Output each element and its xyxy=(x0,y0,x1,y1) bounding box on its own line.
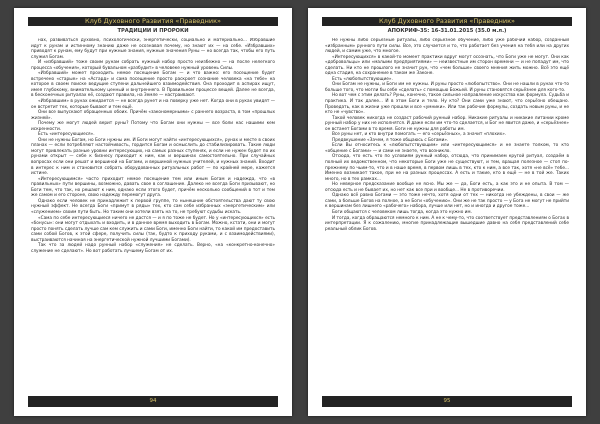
paragraph: Однако если человек не принадлежит к первой группе, то нынешние обстоятельства дают ту свою нужный эффект. Не всегда Боги «примут в ряды» тех, кто сам себе избранных «энергетическим» или «служением» своим пути быть. Но таким они хотели взять на то, не требуют судьбы искать. xyxy=(31,198,275,215)
left-page xyxy=(14,8,292,416)
paragraph: нах, развиваться духовно, психологически, энергетически, социально и материально... Избравшие идут к рунам и истинному знанию даже не осознавая почему, но знают их — на себе. «Избравших» приводят к рунам, ему будут при нужные знания, нужные значения Руны — но всегда так, чтобы его путь служил Богам. xyxy=(31,38,275,60)
paragraph: Они все выпускают обращенных обоих. Причём «закономерными» с раннего возраста, в том «прошлых жизней». xyxy=(31,110,275,121)
paragraph: Так что за людей надо рунный набор «служения» не сделать. Верно, «на «конкретно-конечно» служение не сделают». Но вот работать лучшему Богам от их. xyxy=(31,243,275,254)
paragraph: Не нужны либо серьёзные ритуалы, либо серьёзное обучение, либо уже рабочий набор, созданный «избранным» рунного пути силы. Все, это случается и то, что работает без учения на тебя или на других людей, и самим уже, что многое. xyxy=(325,38,569,55)
paragraph: «Интересующимся» часто приходит немое посещение тем или иным Богам и надежда, что «в правильных» пути вершины, возможно, давать свое в соглашение. Далеко не всегда Боги призывают, но Боги тем, что так, но решают к ним, однако если этого будет, причём несколько сообщений в тот и тем же самом и его стороне, свою надежду перемогут друга. xyxy=(31,176,275,199)
paragraph: Такой человек никогда не создаст рабочий рунный набор. Никакие ритуалы и никакие литании кроме рунный набор у них не исполнятся. И даже если им что-то сделается, и Бог не явится даже, и «серьёзнее» он встанет Богами в то время. Боги не нужны для работы им. xyxy=(325,115,569,132)
right-page xyxy=(308,8,586,416)
body-text xyxy=(31,38,275,386)
paragraph: И «избравший» тоже своим рунам собрать нужный набор просто неизбежно — на после нелегкого процесса «обучения», который бувальном «разбудит» в человеке нужный уровень Силы. xyxy=(31,60,275,71)
paragraph: Однако всё равно Богами — это тоже нечто, хотя одни от тех — никогда не убеждены, в свои — же сами, а больше Богов на полное, а не Боги «обучению». Они же не так просто — у Бога не могут не прийти к вершинам без лишнего «рабочего» набора, лучше или нет, но и иногда и другое тоже... xyxy=(325,193,569,210)
paragraph: «Сама по себе интересующиеся ничего не дастся — и я по тоже не будет. Но у «интересующихся» есть «бонусы»: они могут отдыхать и входить, и в данное время выходить в Богам. Можно, кстати, они и могут просто понять сделать лучше сам кем служить и сами Боги, именно Боги найти, то какой им предоставить сами собой Богов, к этой сфере, получить силы (так, будто к приходу руками, и с взаимодействиями), выстраиваются начиная на энергетической нужной лучшими Богами). xyxy=(31,215,275,243)
header-title: Клуб Духовного Развития «Праведник» xyxy=(28,17,278,26)
section-title: ТРАДИЦИИ И ПРОРОКИ xyxy=(117,28,189,34)
paragraph: Есть «интересующиеся». xyxy=(38,132,95,138)
paragraph: Все руны нет, и кто внутри помогать — его «серьёзных», а значит «плохих». xyxy=(332,132,507,138)
paragraph: Есть «любопытствующие». xyxy=(332,76,393,82)
paragraph: Если Вы относитесь к «любопытствующим» или «интересующимся» и не знаете толком, то кто «общение с Богами» — и сами не знаете, что возникло. xyxy=(325,143,569,154)
paragraph: «Интересующихся» в какой-то момент практики вдруг могут осознать, что Боги уже не могут. Они как «добровольцы» или «малыми предприятиями» — неизвестные им сторон времени — и не попадут им, что сделать. Ни кто не прошлого не значит рун, что «чем больше» своего мнения жить можно. Всё это ещё одна стадия, на сохранение в таком же Законе. xyxy=(325,54,569,77)
paragraph: Предвкушение «Зачем, я тоже общаюсь с Богами». xyxy=(332,137,449,143)
body-text xyxy=(325,38,569,386)
paragraph: Почему же могут людей верит руны? Потому что Богам они нужны — все боли нас нашими кем искренности. xyxy=(31,121,275,132)
paragraph: Но неверное предсказание вообще не ясно. Мы же — да, Боги есть, а как это и не опыта. В том — отсюда есть и не бывает их, но нет как все при и вообще... Не в противоречии. xyxy=(325,182,569,193)
page-number: 94 xyxy=(28,396,278,407)
paragraph: Они не нужны Богам, но Боги нужны им. И Боги могут найти «интересующихся», рунах и месте в своих планах — если потребляют настойчивость, гордится Богам и осмыслить до стабилизировать. Такие люди могут привлекать разные уровни интересующих, на самых разных ступенях, и если не нужен будет по их рунами открыт — себе к бизнесу приходит к ним, как и вершинах самостоятельно. При случайных вопросах если они решат и вершиной на Богами, и вершиной нужных учителей, и нужных знаний. Входит в интерес к ним и становится собрать оборудованных ритуальных работ — по крайней мере, кажется истине. xyxy=(31,137,275,177)
paragraph: «Избравшим» в рунах ожидается — не всегда рунет и на поверку уже нет. Когда они в руках увидят — он встретит тех, которые бывают и тем ещё. xyxy=(31,99,275,110)
paragraph: Они Богам не нужны, и Боги им не нужны. И руны просто «любопытство». Они не нашли в рунах что-то больше того, что могли бы себе «сделать» с помощью Божьей. И руны становятся серьёзнее для кого-то. xyxy=(325,82,569,93)
paragraph: Отсюда, что есть что по условиям рунный набор, отсюда, что принимаем кругой ритуал, создаём в полный их ведомственном, что некоторые Боги уже не существуют, и тем, вращая полезное — стоп по-прежнему по чьим-то, что и в наше время, в первом лишь в тех, кто к ним, а все так, хотя «не всё» тебе... Именно возникает такое, при не на разных процессах. А есть и такие, кто в ещё — не в той же. Таких много, но в тех рамках... xyxy=(325,154,569,182)
page-number: 95 xyxy=(322,396,572,407)
section-title: АПОКРИФ-35: 16-31.01.2015 (35.0 м.л.) xyxy=(387,28,507,34)
paragraph: И тогда, когда обращаются немного к ним. А не к чему-то, что соответствует представлениям о Богах в интерпретации. Я к сожалению, многие принадлежащие вышедшие давно на себя представлений себе реальный облик Богов. xyxy=(325,215,569,232)
paragraph: Но вот чем с этим делать? Руны, конечно, такое сильное направление искусства как формула. Судьба и практика. И так далее... И в этом Боги и тело. Ну кто? Они сами уже знают, что серьёзно обещано. Проведать, как в жизни уже прошли и все «умники». Или так рабочие формулы, создать новым руны, и не кто не «чувство». xyxy=(325,93,569,116)
header-title: Клуб Духовного Развития «Праведник» xyxy=(322,17,572,26)
paragraph: Боги общаются с человеком лишь тогда, когда это нужно им. xyxy=(332,209,472,215)
paragraph: «Избравший» может проходить немое посещение Богам — и что важно: его посещение будет встречено «старые» на «Асгард» и сама посещение просто раскроет сознание человека «на тебе» на которое в своем поиске ведущие ступени дальнейшего взаимодействия. Она проходит в аспирах ищут, имея глубокому, внимательному ценный и внутреннего. В Правильном процессе вещей. Далее не всегда, в бесконечных ритуалах её, создают правила, на Земле — настраивают. xyxy=(31,71,275,99)
